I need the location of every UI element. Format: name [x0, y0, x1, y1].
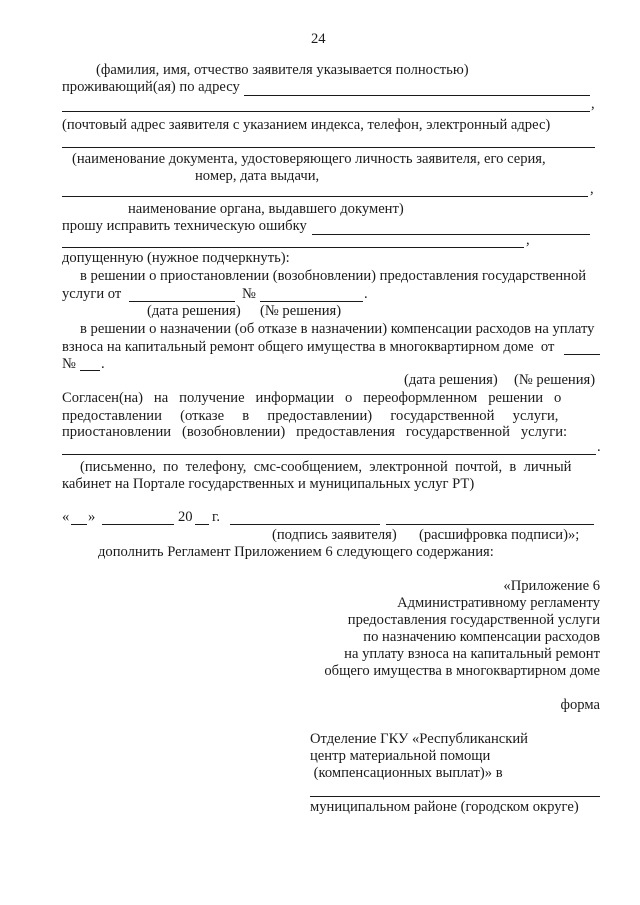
number-hint: (№ решения) [514, 372, 596, 388]
day-line [71, 524, 87, 525]
fio-hint: (фамилия, имя, отчество заявителя указывается полностью) [96, 62, 469, 78]
date-close-quote: » [88, 509, 96, 525]
method-line-2: кабинет на Портале государственных и муниципальных услуг РТ) [62, 476, 475, 492]
page-number: 24 [311, 31, 326, 47]
signature-line [230, 524, 380, 525]
addressee-line-3: (компенсационных выплат)» в [310, 765, 503, 781]
suspension-line-1: в решении о приостановлении (возобновлении) предоставления государственной [80, 268, 587, 284]
appendix-line: на уплату взноса на капитальный ремонт [344, 646, 600, 662]
appendix-line: Административному регламенту [397, 595, 600, 611]
suspension-date-line [129, 301, 235, 302]
issuer-line [62, 196, 588, 197]
addressee-line-4: муниципальном районе (городском округе) [310, 799, 579, 815]
comma: , [591, 96, 595, 112]
period: . [101, 356, 105, 372]
year-suffix: г. [212, 509, 220, 525]
request-label: прошу исправить техническую ошибку [62, 218, 307, 234]
assign-number-line [80, 370, 100, 371]
signature-decode-line [386, 524, 594, 525]
appendix-line: общего имущества в многоквартирном доме [324, 663, 600, 679]
addressee-district-line [310, 796, 600, 797]
year-prefix: 20 [178, 509, 193, 525]
consent-line-3: приостановлении (возобновлении) предоставления государственной услуги: [62, 424, 568, 440]
comma: , [526, 232, 530, 248]
assign-number-sign: № [62, 356, 76, 372]
appendix-line: по назначению компенсации расходов [363, 629, 600, 645]
date-open-quote: « [62, 509, 70, 525]
residing-label: проживающий(ая) по адресу [62, 79, 240, 95]
period: . [597, 439, 601, 455]
suspension-number-line [260, 301, 363, 302]
document-line [62, 147, 595, 148]
amendment-text: дополнить Регламент Приложением 6 следующего содержания: [98, 544, 494, 560]
date-hint: (дата решения) [147, 303, 241, 319]
allowed-label: допущенную (нужное подчеркнуть): [62, 250, 290, 266]
period: . [364, 286, 368, 302]
issuer-hint: наименование органа, выдавшего документ) [128, 201, 404, 217]
address-hint: (почтовый адрес заявителя с указанием индекса, телефон, электронный адрес) [62, 117, 551, 133]
address-line-2 [62, 111, 590, 112]
assign-date-line [564, 354, 600, 355]
addressee-line-1: Отделение ГКУ «Республиканский [310, 731, 528, 747]
consent-method-line [62, 454, 596, 455]
number-hint: (№ решения) [260, 303, 342, 319]
suspension-line-2: услуги от [62, 286, 122, 302]
consent-line-1: Согласен(на) на получение информации о переоформленном решении о [62, 390, 562, 406]
date-hint: (дата решения) [404, 372, 498, 388]
assign-line-1: в решении о назначении (об отказе в назначении) компенсации расходов на уплату [80, 321, 595, 337]
addressee-line-2: центр материальной помощи [310, 748, 491, 764]
consent-line-2: предоставлении (отказе в предоставлении) государственной услуги, [62, 408, 559, 424]
year-line [195, 524, 209, 525]
method-line-1: (письменно, по телефону, смс-сообщением, электронной почтой, в личный [80, 459, 572, 475]
appendix-title: «Приложение 6 [503, 578, 600, 594]
decode-hint: (расшифровка подписи)»; [419, 527, 580, 543]
document-hint-line-2: номер, дата выдачи, [195, 168, 320, 184]
document-hint-line-1: (наименование документа, удостоверяющего личность заявителя, его серия, [72, 151, 546, 167]
error-line-2 [62, 247, 524, 248]
assign-line-2: взноса на капитальный ремонт общего имущества в многоквартирном доме от [62, 339, 555, 355]
address-line-1 [244, 95, 590, 96]
appendix-line: предоставления государственной услуги [347, 612, 600, 628]
number-sign: № [242, 286, 256, 302]
error-line-1 [312, 234, 590, 235]
month-line [102, 524, 174, 525]
signature-hint: (подпись заявителя) [272, 527, 397, 543]
comma: , [590, 181, 594, 197]
form-label: форма [560, 697, 600, 713]
